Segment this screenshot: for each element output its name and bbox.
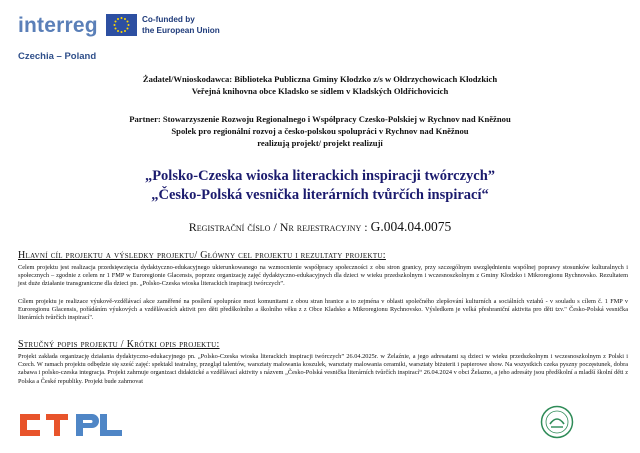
region-label: Czechia – Poland — [18, 51, 97, 62]
project-title-pl: „Polsko-Czeska wioska literackich inspiracji twórczych” — [144, 168, 496, 184]
registration-value: G.004.04.0075 — [370, 219, 452, 234]
main-goal-heading: Hlavní cíl projektu a výsledky projektu/ Główny cel projektu i rezultaty projektu: — [18, 250, 386, 261]
main-goal-para-pl: Celem projektu jest realizacja przedsięwzięcia dydaktyczno-edukacyjnego ukierunkowanego na wzmocnienie współpracy społeczności z obu stron granicy, przy szczególnym uwzględnieniu wspólnej poprawy stosunków kulturalnych i społecznych – zgodnie z celem nr 1 FMP w Euroregionie Glacensis, poprzez organizację zajęć dydaktyczno-edukacyjnych dla dzieci w wieku przedszkolnym i wczesnoszkolnym z Gminy Kłodzko i Mikroregionu Rychnovsko. Rezultatem jest duże działanie transgraniczne dla dzieci pn. „Polsko-Czeska wioska literackich inspiracji twórczych”. — [18, 264, 628, 288]
euroregion-seal-icon — [540, 405, 574, 439]
project-title — [0, 167, 640, 205]
partner-line2: Spolek pro regionální rozvoj a česko-polskou spolupráci v Rychnov nad Kněžnou — [171, 126, 469, 136]
ctpl-logo — [18, 410, 138, 445]
summary-heading: Stručný popis projektu / Krótki opis projektu: — [18, 339, 220, 350]
registration-label: Registrační číslo / Nr rejestracyjny : — [188, 220, 371, 234]
interreg-logo: interreg — [18, 14, 98, 37]
main-goal-para-cz: Cílem projektu je realizace výukově-vzdělávací akce zaměřené na posílení spolupráce mezi komunitami z obou stran hranice a to zejména v oblasti společného zlepšování kulturních a sociálních vztahů - v souladu s cílem č. 1 FMP v Euroregionu Glacensis, pořádáním výukových a vzdělávacích aktivit pro děti předškolního a školního věku z z Obce Kladsko a Mikroregionu Rychnovsko. Výsledkem je velká přeshraniční aktivita pro děti tzv." Česko-Polská vesnička literárních tvůrčích inspirací". — [18, 298, 628, 322]
project-title-cz: „Česko-Polská vesnička literárních tvůrčích inspirací“ — [151, 187, 489, 203]
cofunded-text — [142, 14, 232, 36]
eu-flag-icon — [106, 14, 137, 36]
partner-line3: realizują projekt/ projekt realizují — [257, 138, 383, 148]
applicant-line1: Żadatel/Wnioskodawca: Biblioteka Publiczna Gminy Kłodzko z/s w Ołdrzychowicach Kłodzkich — [142, 74, 498, 84]
summary-para: Projekt zakłada organizację działania dydaktyczno-edukacyjnego pn. „Polsko-Czeska wioska literackich inspiracji twórczych” 26.04.2025r. w Żelaźnie, a jego adresatami są dzieci w wieku przedszkolnym i wczesnoszkolnym z Polski i Czech. W ramach projektu odbędzie się sześć zajęć: spektakl teatralny, przegląd talentów, warsztaty malowania koszulek, warsztaty malowania ceramiki, warsztaty biżuterii i papierowe show. Na wszystkich czeka pyszny poczęstunek, dobra zabawa i polsko-czeska integracja. Projekt zahrnuje organizaci didaktické a vzdělávací aktivity s názvem „Česko-Polská vesnička literárních tvůrčích inspirací“ 26.04.2024 v obci Želazno, a jeho adresáty jsou předškolní a mladší školní děti z Polska a České republiky. Projekt bude zahrnovat — [18, 353, 628, 385]
cofunded-line2: the European Union — [142, 26, 220, 35]
applicant-line2: Veřejná knihovna obce Kladsko se sídlem v Kladských Oldřichovicích — [191, 86, 449, 96]
cofunded-line1: Co-funded by — [142, 15, 195, 24]
registration-number — [0, 219, 640, 235]
partner-line1: Partner: Stowarzyszenie Rozwoju Regionalnego i Współpracy Czesko-Polskiej w Rychnov nad Kněžnou — [129, 114, 511, 124]
